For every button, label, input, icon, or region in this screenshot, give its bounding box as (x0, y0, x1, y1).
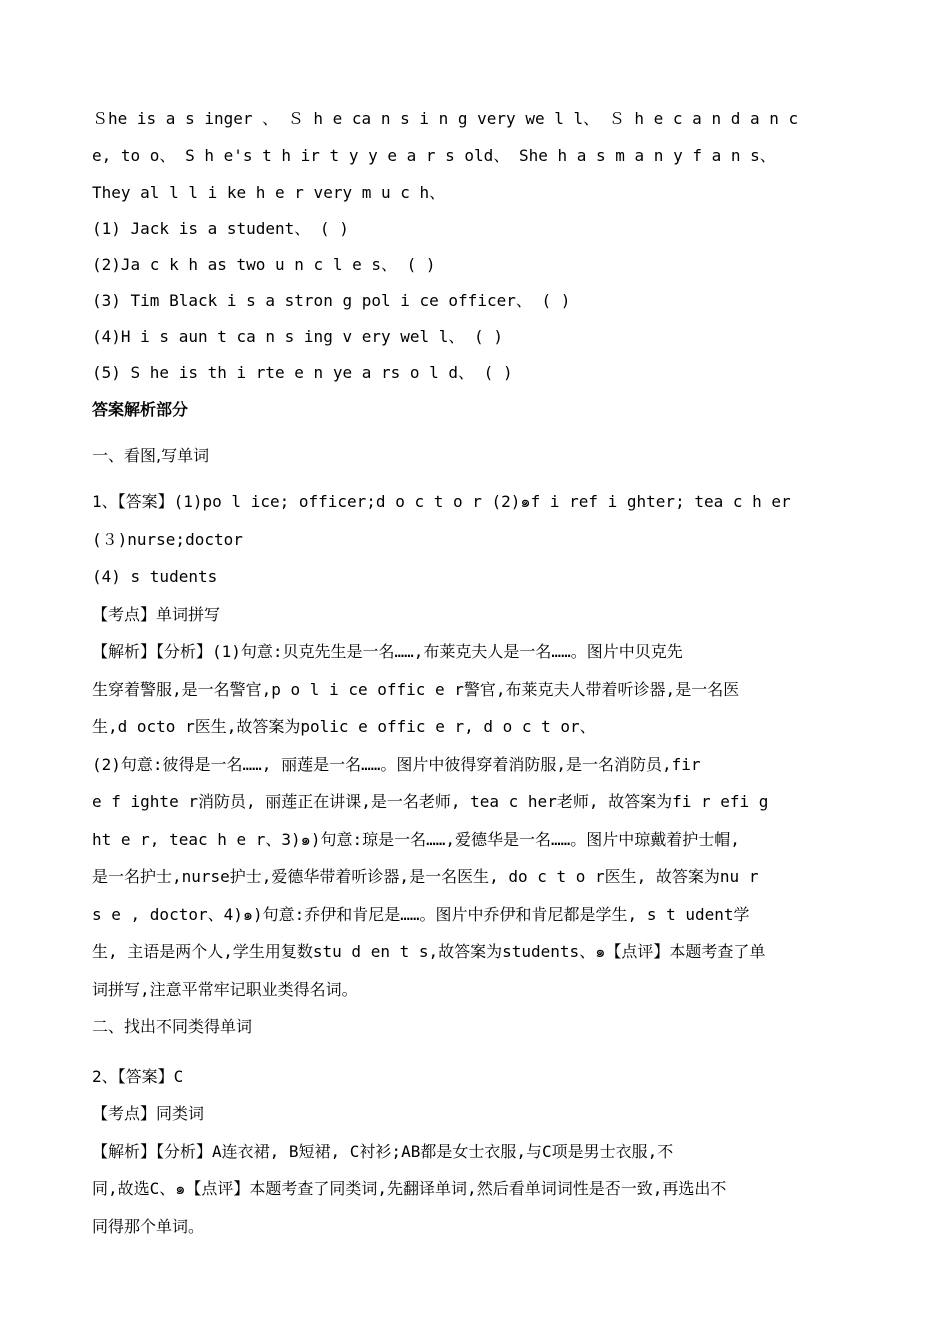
answer-1-block (92, 483, 860, 1008)
analysis-1-line-7: 是一名护士,nurse护士,爱德华带着听诊器,是一名医生, do c t o r医生, 故答案为nu r (92, 867, 759, 886)
passage-line-3: They al l l i ke h e r very m u c h、 (92, 183, 446, 202)
passage-line-1: Ｓhe is a s inger 、 Ｓ h e ca n s i n g very we l l、 Ｓ h e c a n d a n c (92, 109, 799, 128)
analysis-1-line-9: 生, 主语是两个人,学生用复数stu d en t s,故答案为students、๑【点评】本题考查了单 (92, 942, 766, 961)
answer-2-point: 【考点】同类词 (92, 1104, 205, 1123)
analysis-1-line-3: 生,d octo r医生,故答案为polic e offic e r, d o c t or、 (92, 717, 596, 736)
question-2: (2)Ja c k h as two u n c l e s、 ( ) (92, 255, 436, 274)
answer-1-line-2: (３)nurse;doctor (92, 529, 243, 549)
answer-1-line-3: (4) s tudents (92, 567, 218, 586)
answer-1-line: 1、【答案】(1)po l ice; officer;d o c t o r (2)๑f i ref i ghter; tea c h er (92, 492, 791, 511)
answer-2-line: 2、【答案】C (92, 1066, 184, 1086)
analysis-1-line-5: e f ighte r消防员, 丽莲正在讲课,是一名老师, tea c her老师, 故答案为fi r efi g (92, 792, 769, 811)
answer-1-point: 【考点】单词拼写 (92, 604, 221, 624)
analysis-1-line-6: ht e r, teac h e r、3)๑)句意:琼是一名……,爱德华是一名……。图片中琼戴着护士帽, (92, 829, 740, 849)
analysis-1-line-10: 词拼写,注意平常牢记职业类得名词。 (92, 979, 358, 999)
analysis-1-line-2: 生穿着警服,是一名警官,p o l i ce offic e r警官,布莱克夫人带着听诊器,是一名医 (92, 679, 740, 699)
question-3: (3) Tim Black i s a stron g pol i ce officer、 ( ) (92, 291, 571, 310)
true-false-questions (92, 211, 860, 391)
analysis-1-line-8: s e , doctor、4)๑)句意:乔伊和肯尼是……。图片中乔伊和肯尼都是学生, s t udent学 (92, 904, 750, 924)
answer-2-block (92, 1058, 860, 1246)
analysis-1-line-1: 【解析】【分析】(1)句意:贝克先生是一名……,布莱克夫人是一名……。图片中贝克先 (92, 642, 683, 661)
passage-line-2: e, to o、 S h e's t h ir t y y e a r s old、 She h a s m a n y f a n s、 (92, 146, 776, 165)
answers-heading: 答案解析部分 (92, 400, 189, 419)
reading-passage (92, 100, 860, 211)
question-4: (4)H i s aun t ca n s ing v ery wel l、 ( ) (92, 327, 503, 346)
analysis-2-line-3: 同得那个单词。 (92, 1216, 205, 1236)
analysis-2-line-2: 同,故选C、๑【点评】本题考查了同类词,先翻译单词,然后看单词词性是否一致,再选出不 (92, 1179, 727, 1198)
question-1: (1) Jack is a student、 ( ) (92, 219, 349, 238)
analysis-2-line-1: 【解析】【分析】A连衣裙, B短裙, C衬衫;AB都是女士衣服,与C项是男士衣服,不 (92, 1141, 674, 1161)
question-5: (5) S he is th i rte e n ye a rs o l d、 ( ) (92, 363, 513, 382)
section-2-title: 二、找出不同类得单词 (92, 1017, 253, 1036)
section-1-title: 一、看图,写单词 (92, 446, 210, 465)
analysis-1-line-4: (2)句意:彼得是一名……, 丽莲是一名……。图片中彼得穿着消防服,是一名消防员,fir (92, 754, 701, 774)
